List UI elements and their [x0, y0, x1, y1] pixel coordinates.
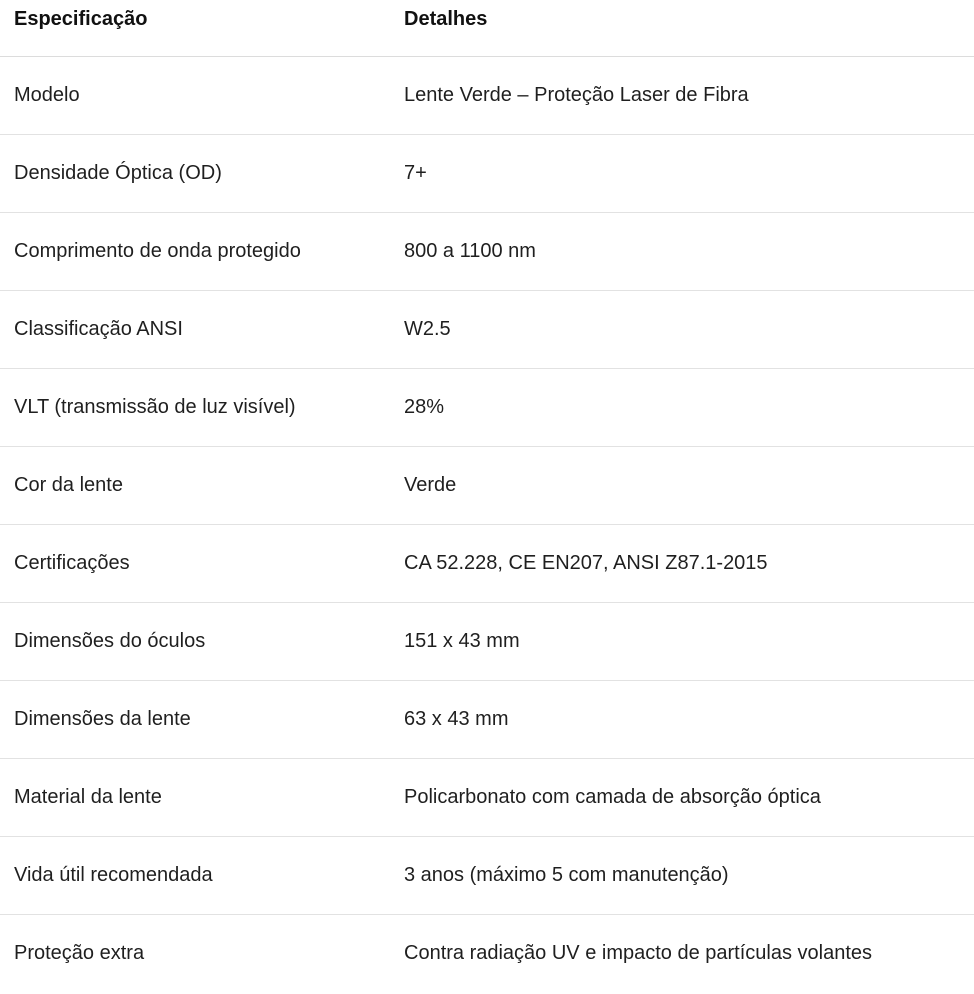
header-row: [0, 0, 974, 57]
spec-cell: Vida útil recomendada: [0, 837, 390, 915]
header-spec: Especificação: [0, 0, 390, 57]
detail-cell: 28%: [390, 369, 974, 447]
detail-cell: Contra radiação UV e impacto de partículas volantes: [404, 942, 873, 965]
table-row: [0, 681, 974, 759]
detail-cell: 63 x 43 mm: [390, 681, 974, 759]
table-row: [0, 915, 974, 993]
spec-cell: Dimensões do óculos: [0, 603, 390, 681]
table-row: [0, 369, 974, 447]
detail-cell: 7+: [390, 135, 974, 213]
table-row: [0, 291, 974, 369]
spec-cell: Cor da lente: [0, 447, 390, 525]
spec-cell: Material da lente: [0, 759, 390, 837]
detail-cell: Verde: [390, 447, 974, 525]
detail-cell: Lente Verde – Proteção Laser de Fibra: [390, 57, 974, 135]
table-row: [0, 135, 974, 213]
detail-cell: 3 anos (máximo 5 com manutenção): [390, 837, 974, 915]
spec-cell: Dimensões da lente: [0, 681, 390, 759]
table-row: [0, 603, 974, 681]
spec-cell: Modelo: [0, 57, 390, 135]
spec-cell: Certificações: [0, 525, 390, 603]
detail-cell: W2.5: [390, 291, 974, 369]
table-header: [0, 0, 974, 57]
table-row: [0, 837, 974, 915]
table-row: [0, 525, 974, 603]
spec-cell: Comprimento de onda protegido: [0, 213, 390, 291]
spec-cell: Classificação ANSI: [0, 291, 390, 369]
detail-cell: 800 a 1100 nm: [390, 213, 974, 291]
detail-cell: CA 52.228, CE EN207, ANSI Z87.1-2015: [390, 525, 974, 603]
table-body: [0, 57, 974, 993]
spec-cell: Proteção extra: [14, 942, 145, 965]
table-row: [0, 759, 974, 837]
table-row: [0, 57, 974, 135]
detail-cell: Policarbonato com camada de absorção óptica: [390, 759, 974, 837]
spec-cell: VLT (transmissão de luz visível): [0, 369, 390, 447]
header-details: Detalhes: [390, 0, 974, 57]
table-row: [0, 213, 974, 291]
spec-cell: Densidade Óptica (OD): [0, 135, 390, 213]
detail-cell: 151 x 43 mm: [390, 603, 974, 681]
table-row: [0, 447, 974, 525]
